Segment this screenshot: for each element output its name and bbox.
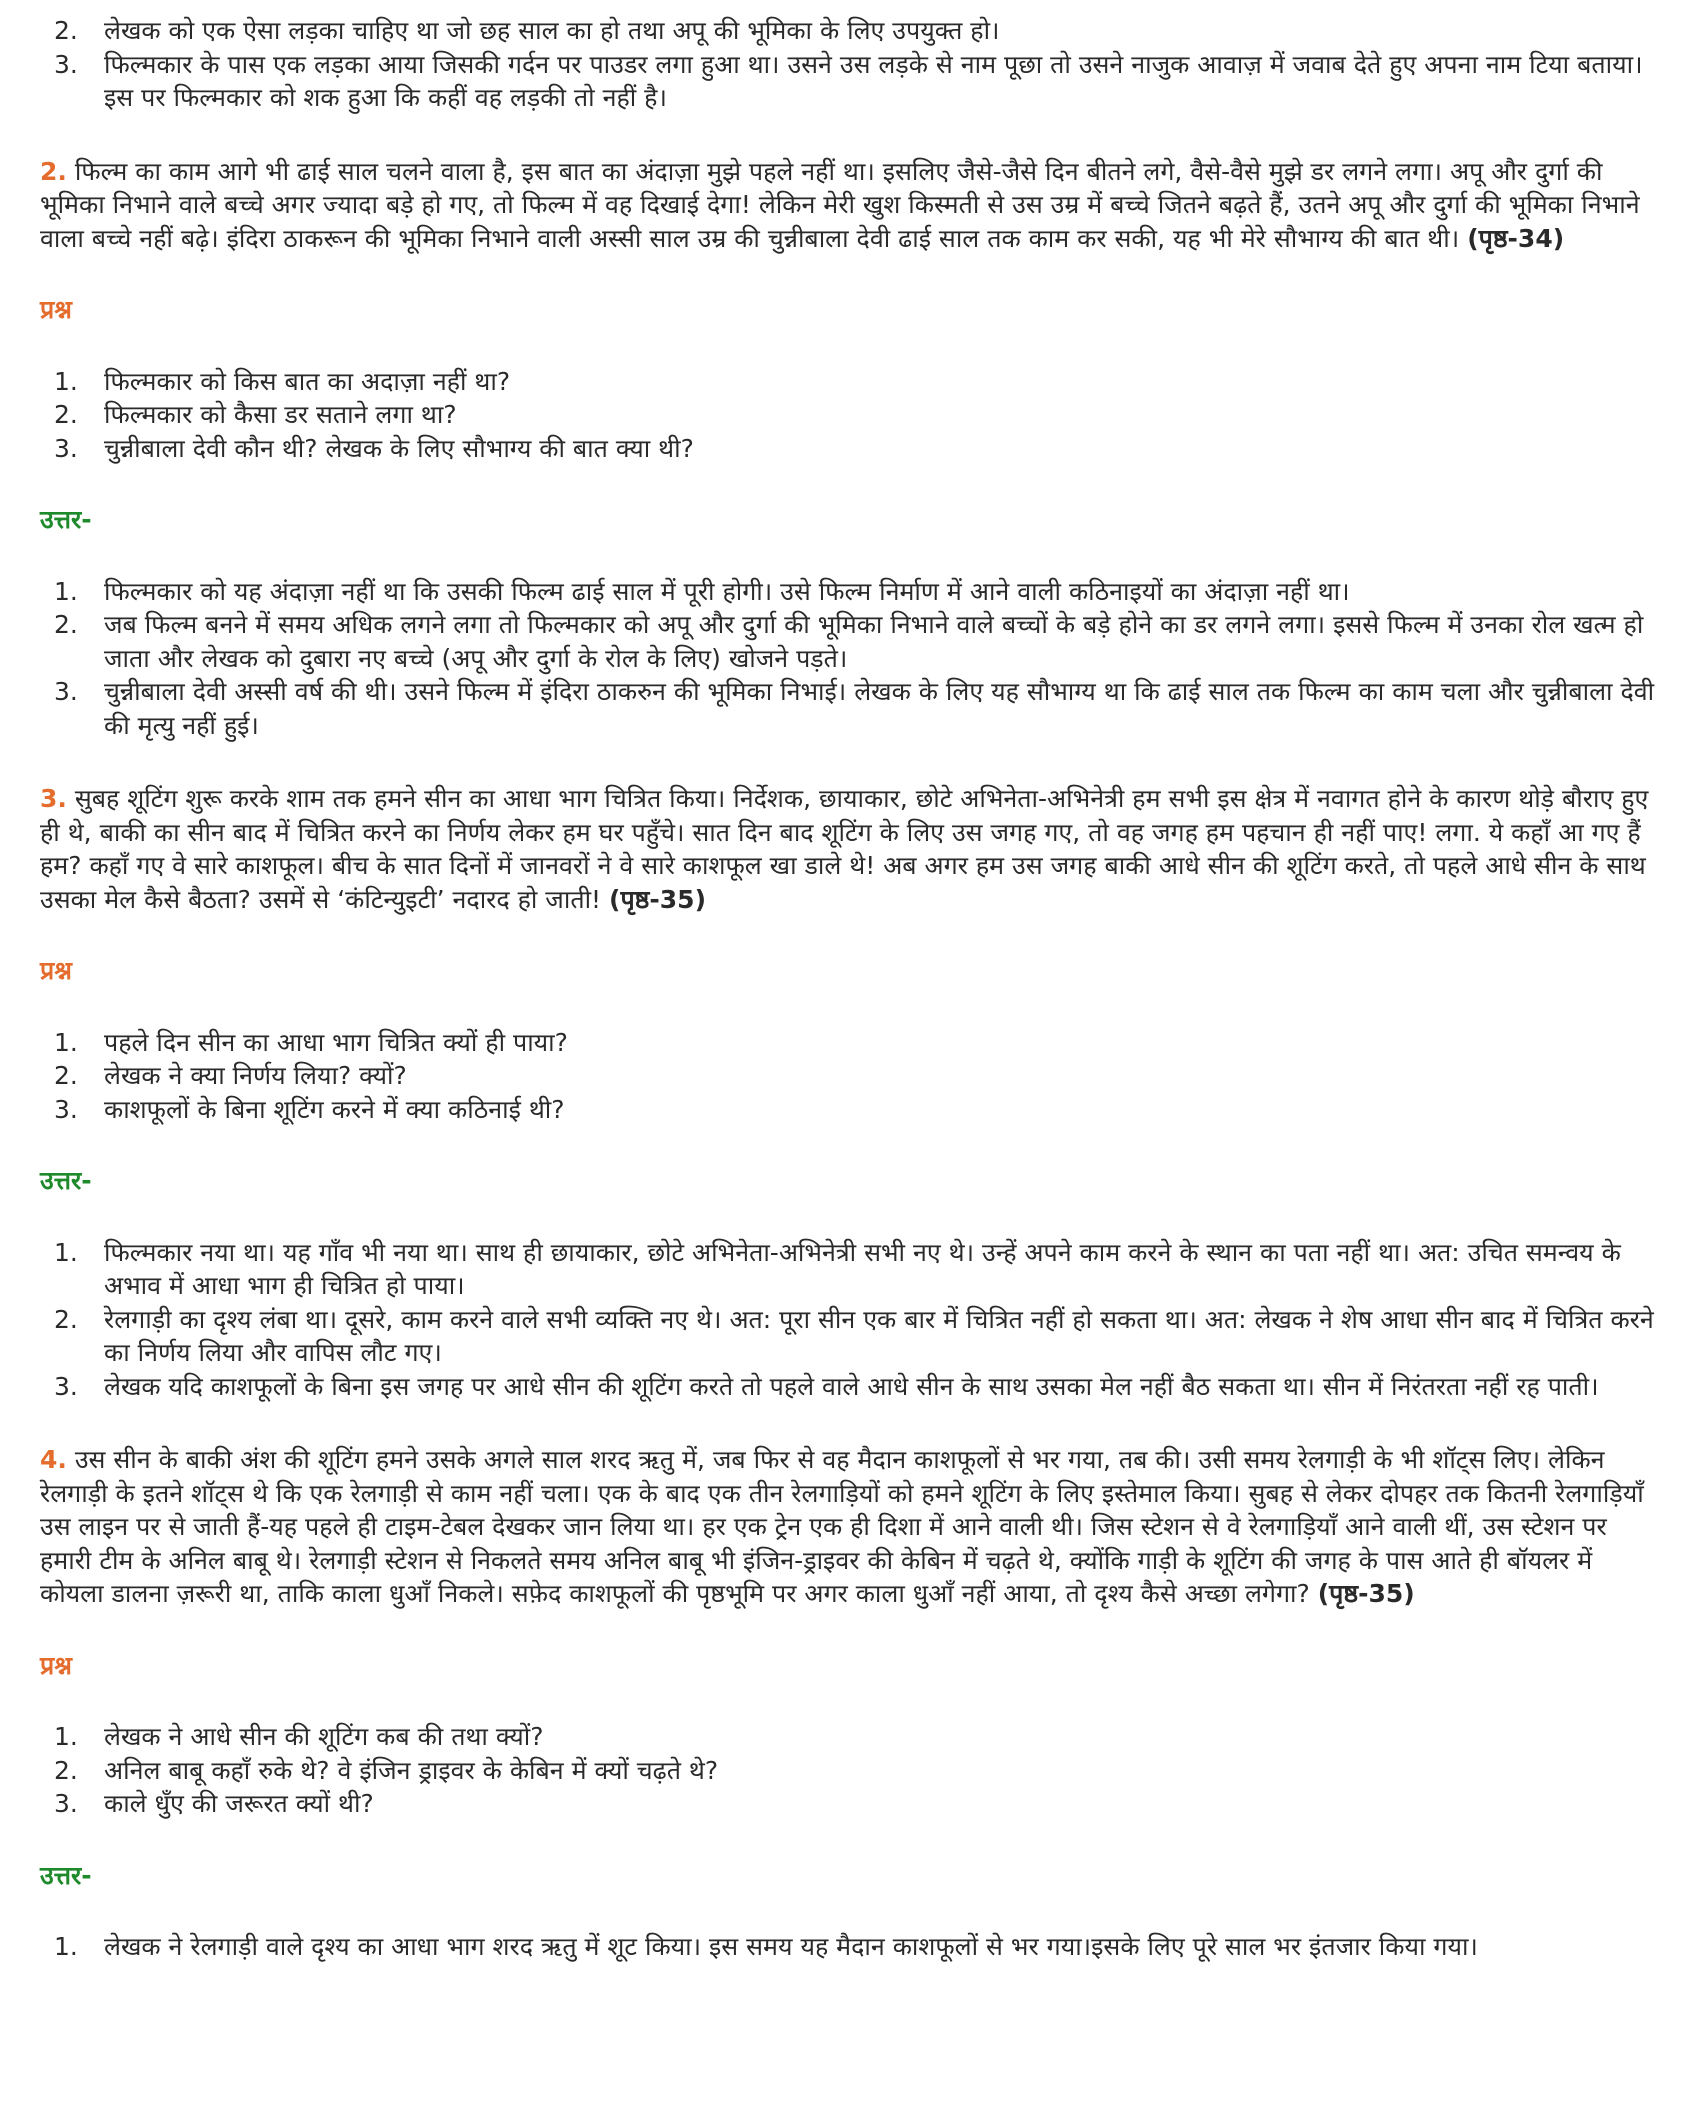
list-text: पहले दिन सीन का आधा भाग चित्रित क्यों ही पाया? — [104, 1027, 568, 1057]
list-item — [40, 1720, 1662, 1754]
list-item — [40, 1059, 1662, 1093]
list-text: फिल्मकार को कैसा डर सताने लगा था? — [104, 400, 457, 429]
list-text: काले धुँए की जरूरत क्यों थी? — [104, 1789, 374, 1818]
answer-heading: उत्तर- — [40, 1860, 92, 1890]
list-item — [40, 1026, 1662, 1060]
list-item — [40, 1754, 1662, 1788]
page-reference: (पृष्ठ-34) — [1467, 223, 1565, 253]
list-item — [40, 1093, 1662, 1127]
list-number: 1. — [54, 1722, 78, 1751]
passage-number: 3. — [40, 784, 67, 813]
list-text: रेलगाड़ी का दृश्य लंबा था। दूसरे, काम करने वाले सभी व्यक्ति नए थे। अत: पूरा सीन एक बार में चित्रित नहीं हो सकता था। अत: लेखक ने शेष आधा सीन बाद में चित्रित करने का निर्णय लिया और वापिस लौट गए। — [104, 1304, 1654, 1367]
top-answer-list — [40, 14, 1662, 115]
list-item — [40, 14, 1662, 48]
question-heading: प्रश्न — [40, 1650, 72, 1680]
passage-3 — [40, 782, 1662, 916]
list-number: 1. — [54, 366, 78, 396]
passage-number: 2. — [40, 156, 67, 186]
list-text: फिल्मकार के पास एक लड़का आया जिसकी गर्दन पर पाउडर लगा हुआ था। उसने उस लड़के से नाम पूछा तो उसने नाजुक आवाज़ में जवाब देते हुए अपना नाम टिया बताया। इस पर फिल्मकार को शक हुआ कि कहीं वह लड़की तो नहीं है। — [104, 49, 1643, 112]
list-text: फिल्मकार नया था। यह गाँव भी नया था। साथ ही छायाकार, छोटे अभिनेता-अभिनेत्री सभी नए थे। उन्हें अपने काम करने के स्थान का पता नहीं था। अत: उचित समन्वय के अभाव में आधा भाग ही चित्रित हो पाया। — [104, 1237, 1621, 1300]
list-item — [40, 48, 1662, 115]
question-heading: प्रश्न — [40, 956, 72, 985]
question-list — [40, 1026, 1662, 1127]
list-number: 2. — [54, 400, 78, 429]
passage-4 — [40, 1443, 1662, 1611]
passage-text: सुबह शूटिंग शुरू करके शाम तक हमने सीन का आधा भाग चित्रित किया। निर्देशक, छायाकार, छोटे अभिनेता-अभिनेत्री हम सभी इस क्षेत्र में नवागत होने के कारण थोड़े बौराए हुए ही थे, बाकी का सीन बाद में चित्रित करने का निर्णय लेकर हम घर पहुँचे। सात दिन बाद शूटिंग के लिए उस जगह गए, तो वह जगह हम पहचान ही नहीं पाए! लगा. ये कहाँ आ गए हैं हम? कहाँ गए वे सारे काशफूल। बीच के सात दिनों में जानवरों ने वे सारे काशफूल खा डाले थे! अब अगर हम उस जगह बाकी आधे सीन की शूटिंग करते, तो पहले आधे सीन के साथ उसका मेल कैसे बैठता? उसमें से ‘कंटिन्युइटी’ नदारद हो जाती! — [40, 784, 1649, 914]
list-number: 2. — [54, 16, 78, 45]
list-text: लेखक ने क्या निर्णय लिया? क्यों? — [104, 1061, 407, 1090]
list-item — [40, 608, 1662, 675]
list-text: काशफूलों के बिना शूटिंग करने में क्या कठिनाई थी? — [104, 1094, 565, 1124]
list-number: 3. — [54, 1789, 78, 1818]
list-number: 1. — [54, 1932, 78, 1961]
answer-heading: उत्तर- — [40, 505, 92, 534]
passage-text: उस सीन के बाकी अंश की शूटिंग हमने उसके अगले साल शरद ऋतु में, जब फिर से वह मैदान काशफूलों से भर गया, तब की। उसी समय रेलगाड़ी के भी शॉट्स लिए। लेकिन रेलगाड़ी के इतने शॉट्स थे कि एक रेलगाड़ी से काम नहीं चला। एक के बाद एक तीन रेलगाड़ियों को हमने शूटिंग के लिए इस्तेमाल किया। सुबह से लेकर दोपहर तक कितनी रेलगाड़ियाँ उस लाइन पर से जाती हैं-यह पहले ही टाइम-टेबल देखकर जान लिया था। हर एक ट्रेन एक ही दिशा में आने वाली थी। जिस स्टेशन से वे रेलगाड़ियाँ आने वाली थीं, उस स्टेशन पर हमारी टीम के अनिल बाबू थे। रेलगाड़ी स्टेशन से निकलते समय अनिल बाबू भी इंजिन-ड्राइवर की केबिन में चढ़ते थे, क्योंकि गाड़ी के शूटिंग की जगह के पास आते ही बॉयलर में कोयला डालना ज़रूरी था, ताकि काला धुआँ निकले। सफ़ेद काशफूलों की पृष्ठभूमि पर अगर काला धुआँ नहीं आया, तो दृश्य कैसे अच्छा लगेगा? — [40, 1445, 1644, 1608]
list-text: अनिल बाबू कहाँ रुके थे? वे इंजिन ड्राइवर के केबिन में क्यों चढ़ते थे? — [104, 1755, 719, 1785]
list-item — [40, 398, 1662, 432]
list-text: लेखक ने रेलगाड़ी वाले दृश्य का आधा भाग शरद ऋतु में शूट किया। इस समय यह मैदान काशफूलों से भर गया।इसके लिए पूरे साल भर इंतजार किया गया। — [104, 1932, 1478, 1961]
question-heading: प्रश्न — [40, 295, 72, 324]
list-number: 2. — [54, 1755, 78, 1785]
list-text: लेखक को एक ऐसा लड़का चाहिए था जो छह साल का हो तथा अपू की भूमिका के लिए उपयुक्त हो। — [104, 16, 1000, 45]
question-list — [40, 1720, 1662, 1821]
list-number: 3. — [54, 1094, 78, 1124]
passage-2 — [40, 155, 1662, 256]
list-item — [40, 1303, 1662, 1370]
list-text: फिल्मकार को किस बात का अदाज़ा नहीं था? — [104, 366, 511, 396]
list-item — [40, 1370, 1662, 1404]
list-text: लेखक ने आधे सीन की शूटिंग कब की तथा क्यों? — [104, 1722, 544, 1751]
page-reference: (पृष्ठ-35) — [1317, 1579, 1415, 1608]
passage-text: फिल्म का काम आगे भी ढाई साल चलने वाला है, इस बात का अंदाज़ा मुझे पहले नहीं था। इसलिए जैसे-जैसे दिन बीतने लगे, वैसे-वैसे मुझे डर लगने लगा। अपू और दुर्गा की भूमिका निभाने वाले बच्चे अगर ज्यादा बड़े हो गए, तो फिल्म में वह दिखाई देगा! लेकिन मेरी खुश किस्मती से उस उम्र में बच्चे जितने बढ़ते हैं, उतने अपू और दुर्गा की भूमिका निभाने वाला बच्चे नहीं बढ़े। इंदिरा ठाकरून की भूमिका निभाने वाली अस्सी साल उम्र की चुन्नीबाला देवी ढाई साल तक काम कर सकी, यह भी मेरे सौभाग्य की बात थी। — [40, 156, 1640, 253]
list-item — [40, 575, 1662, 609]
list-number: 3. — [54, 1371, 78, 1401]
list-item — [40, 365, 1662, 399]
list-text: चुन्नीबाला देवी कौन थी? लेखक के लिए सौभाग्य की बात क्या थी? — [104, 433, 694, 463]
answer-list — [40, 575, 1662, 743]
list-number: 3. — [54, 433, 78, 463]
page-reference: (पृष्ठ-35) — [609, 884, 706, 914]
list-item — [40, 432, 1662, 466]
list-item — [40, 1787, 1662, 1821]
list-number: 3. — [54, 49, 78, 79]
answer-list — [40, 1930, 1662, 1964]
list-text: फिल्मकार को यह अंदाज़ा नहीं था कि उसकी फिल्म ढाई साल में पूरी होगी। उसे फिल्म निर्माण में आने वाली कठिनाइयों का अंदाज़ा नहीं था। — [104, 576, 1350, 606]
passage-number: 4. — [40, 1445, 67, 1474]
list-item — [40, 1236, 1662, 1303]
list-number: 2. — [54, 1304, 78, 1334]
list-text: लेखक यदि काशफूलों के बिना इस जगह पर आधे सीन की शूटिंग करते तो पहले वाले आधे सीन के साथ उसका मेल नहीं बैठ सकता था। सीन में निरंतरता नहीं रह पाती। — [104, 1371, 1599, 1401]
list-item — [40, 1930, 1662, 1964]
list-number: 2. — [54, 610, 78, 639]
list-text: जब फिल्म बनने में समय अधिक लगने लगा तो फिल्मकार को अपू और दुर्गा की भूमिका निभाने वाले बच्चों के बड़े होने का डर लगने लगा। इससे फिल्म में उनका रोल खत्म हो जाता और लेखक को दुबारा नए बच्चे (अपू और दुर्गा के रोल के लिए) खोजने पड़ते। — [104, 610, 1644, 673]
list-number: 1. — [54, 576, 78, 606]
list-number: 2. — [54, 1061, 78, 1090]
answer-list — [40, 1236, 1662, 1404]
answer-heading: उत्तर- — [40, 1166, 92, 1195]
list-number: 1. — [54, 1027, 78, 1057]
list-text: चुन्नीबाला देवी अस्सी वर्ष की थी। उसने फिल्म में इंदिरा ठाकरुन की भूमिका निभाई। लेखक के लिए यह सौभाग्य था कि ढाई साल तक फिल्म का काम चला और चुन्नीबाला देवी की मृत्यु नहीं हुई। — [104, 677, 1655, 740]
list-item — [40, 675, 1662, 742]
list-number: 1. — [54, 1237, 78, 1267]
list-number: 3. — [54, 677, 78, 706]
question-list — [40, 365, 1662, 466]
